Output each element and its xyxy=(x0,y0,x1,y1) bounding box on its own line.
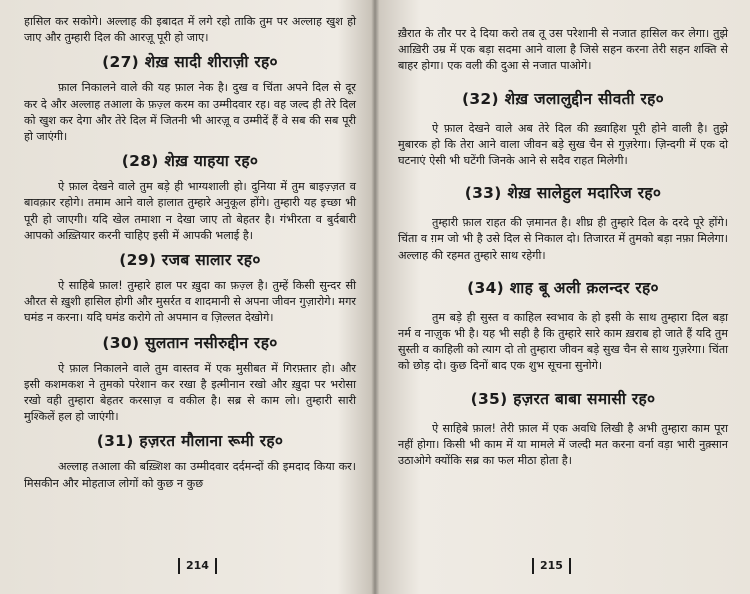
paragraph: तुम बड़े ही सुस्त व काहिल स्वभाव के हो इसी के साथ तुम्हारा दिल बड़ा नर्म व नाज़ुक भी है। यह भी सही है कि तुम्हारे सारे काम ख़राब हो जाते हैं यदि तुम सुस्ती व काहिली को त्याग दो तो तुम्हारा जीवन बड़े सुख चैन से साथ गुज़रेगा। चिंता को छोड़ दो। कुछ दिनों बाद एक शुभ सूचना सुनोगे। xyxy=(398,310,728,373)
page-number xyxy=(178,558,217,574)
section-heading: (33) शेख़ सालेहुल मदारिज रह० xyxy=(464,184,662,203)
page-number xyxy=(532,558,571,574)
paragraph: तुम्हारी फ़ाल राहत की ज़मानत है। शीघ्र ही तुम्हारे दिल के दरदे पूरे होंगे। चिंता व ग़म जो भी है उसे दिल से निकाल दो। तिजारत में तुमको बड़ा नफ़ा मिलेगा। अल्लाह की रहमत तुम्हारे साथ रहेगी। xyxy=(398,216,728,262)
paragraph: ऐ फ़ाल देखने वाले तुम बड़े ही भाग्यशाली हो। दुनिया में तुम बाइज़्ज़त व बावक़ार रहोगे। तमाम आने वाले हालात तुम्हारे अनुकूल होंगे। तुम्हारी यह इच्छा भी पूरी हो जाएगी। यदि खेल तमाशा न देखा जाए तो बेहतर है। गंभीरता व बुर्दबारी आपको अख़्तियार करनी चाहिए इसी में आपकी भलाई है। xyxy=(24,180,356,242)
paragraph: ऐ साहिबे फ़ाल! तेरी फ़ाल में एक अवधि लिखी है अभी तुम्हारा काम पूरा नहीं होगा। किसी भी काम में या मामले में जल्दी मत करना वर्ना वड़ा भारी नुक़्सान उठाओगे क्योंकि सब्र का फल मीठा होता है। xyxy=(398,421,728,468)
paragraph: फ़ाल निकालने वाले की यह फ़ाल नेक है। दुख व चिंता अपने दिल से दूर कर दे और अल्लाह तआला के फ़ज़्ल करम का उम्मीदवार रह। वह जल्द ही तेरे दिल को खुश कर देगा और तेरे दिल में जितनी भी आरज़ू व उम्मीदें हैं वे सब की सब पूरी हो जाएंगी। xyxy=(24,81,356,144)
page-number-text: 214 xyxy=(178,558,217,574)
paragraph: ख़ैरात के तौर पर दे दिया करो तब तू उस परेशानी से नजात हासिल कर लेगा। तुझे आख़िरी उम्र में एक बड़ा सदमा आने वाला है जिसे सहन करना तेरी सहन शक्ति से बाहर होगा। एक वली की दुआ से नजात पाओगे। xyxy=(398,27,728,73)
paragraph: अल्लाह तआला की बख़्शिश का उम्मीदवार दर्दमन्दों की इमदाद किया कर। मिसकीन और मोहताज लोगों को कुछ न कुछ xyxy=(24,460,356,490)
paragraph: ऐ फ़ाल देखने वाले अब तेरे दिल की ख़्वाहिश पूरी होने वाली है। तुझे मुबारक हो कि तेरा आने वाला जीवन बड़े सुख चैन से गुज़रेगा। ज़िन्दगी में एक दो घटनाएं ऐसी भी घटेंगी जिनके आने से सदैव राहत मिलेगी। xyxy=(398,121,728,168)
section-heading: (30) सुलतान नसीरुद्दीन रह० xyxy=(102,333,278,352)
paragraph: हासिल कर सकोगे। अल्लाह की इबादत में लगे रहो ताकि तुम पर अल्लाह खुश हो जाए और तुम्हारी दिल की आरज़ू पूरी हो जाए। xyxy=(24,15,356,45)
section-heading: (35) हज़रत बाबा समासी रह० xyxy=(470,389,656,408)
section-heading: (34) शाह बू अली क़लन्दर रह० xyxy=(467,278,659,297)
paragraph: ऐ फ़ाल निकालने वाले तुम वास्तव में एक मुसीबत में गिरफ़्तार हो। और इसी कशमकश ने तुमको परेशान कर रखा है इत्मीनान रखो और ख़ुदा पर भरोसा रखो वही तुम्हारा बेहतर करसाज़ व वकील है। सब्र से काम लो। तुम्हारी सारी मुश्किलें हल हो जाएंगी। xyxy=(24,361,356,424)
right-page xyxy=(380,0,750,594)
page-number-text: 215 xyxy=(532,558,571,574)
paragraph: ऐ साहिबे फ़ाल! तुम्हारे हाल पर ख़ुदा का फ़ज़्ल है। तुम्हें किसी सुन्दर सी औरत से ख़ुशी हासिल होगी और मुसर्रत व शादमानी से अपना जीवन गुज़ारोगे। मगर घमंड न करना। यदि घमंड करोगे तो अपमान व ज़िल्लत देखोगे। xyxy=(24,279,356,325)
section-heading: (29) रजब सालार रह० xyxy=(119,251,261,270)
section-heading: (27) शेख़ सादी शीराज़ी रह० xyxy=(102,53,278,72)
section-heading: (32) शेख़ जलालुद्दीन सीवती रह० xyxy=(461,89,665,108)
section-heading: (31) हज़रत मौलाना रूमी रह० xyxy=(96,432,284,451)
left-page xyxy=(0,0,372,594)
section-heading: (28) शेख़ याहया रह० xyxy=(121,152,259,171)
